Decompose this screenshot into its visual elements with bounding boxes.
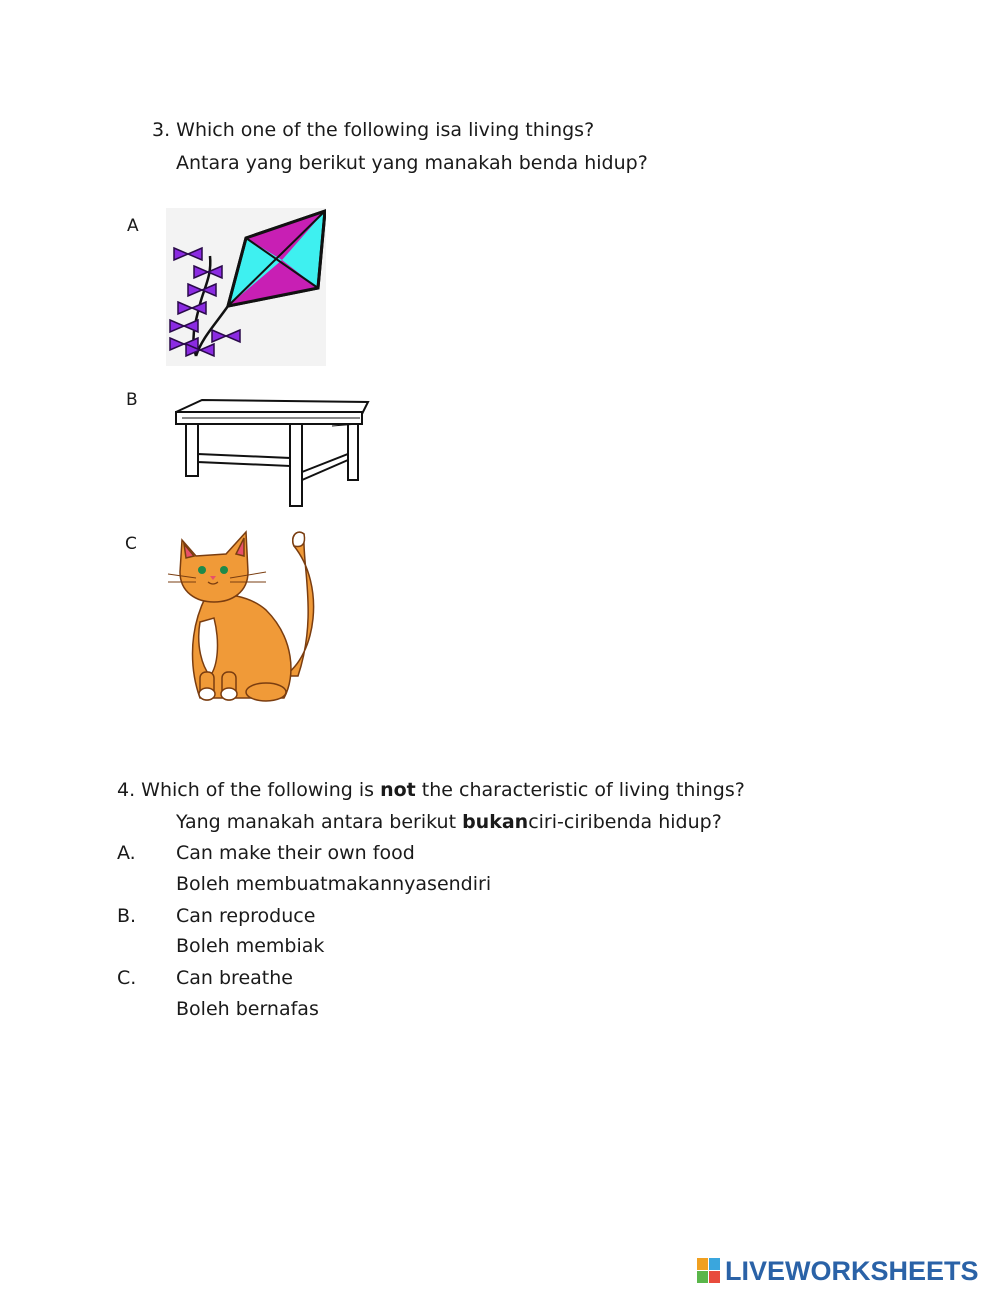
q3-option-c-label: C <box>125 534 137 554</box>
q4-option-b-en[interactable]: Can reproduce <box>176 905 316 927</box>
q4-question-en: 4. Which of the following is not the characteristic of living things? <box>117 779 745 801</box>
q4-option-c-en[interactable]: Can breathe <box>176 967 293 989</box>
q3-option-a-label: A <box>127 216 139 236</box>
liveworksheets-logo-icon <box>697 1258 721 1284</box>
q4-option-a-label: A. <box>117 842 136 864</box>
cat-picture[interactable] <box>166 526 322 706</box>
q4-option-b-ms[interactable]: Boleh membiak <box>176 935 325 957</box>
q4-option-c-label: C. <box>117 967 137 989</box>
q4-option-a-en[interactable]: Can make their own food <box>176 842 415 864</box>
table-picture[interactable] <box>172 396 372 508</box>
kite-picture[interactable] <box>166 208 326 366</box>
q4-option-a-ms[interactable]: Boleh membuatmakannyasendiri <box>176 873 492 895</box>
q4-question-ms: Yang manakah antara berikut bukanciri-ciribenda hidup? <box>176 811 722 833</box>
q3-question-en: 3. Which one of the following isa living things? <box>152 119 595 141</box>
q4-option-c-ms[interactable]: Boleh bernafas <box>176 998 319 1020</box>
liveworksheets-logo[interactable] <box>697 1255 979 1287</box>
q3-question-ms: Antara yang berikut yang manakah benda hidup? <box>176 152 648 174</box>
q3-option-b-label: B <box>126 390 138 410</box>
q4-option-b-label: B. <box>117 905 137 927</box>
liveworksheets-brand-text: LIVEWORKSHEETS <box>725 1255 979 1286</box>
